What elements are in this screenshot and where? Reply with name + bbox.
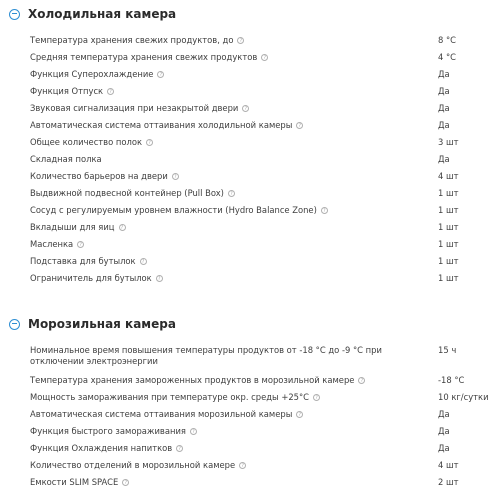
question-circle-icon[interactable] <box>146 139 153 146</box>
spec-value: Да <box>438 86 450 96</box>
question-circle-icon[interactable] <box>122 479 129 486</box>
spec-label: Температура хранения замороженных продуктов в морозильной камере <box>30 375 355 385</box>
spec-value: 2 шт <box>438 477 459 487</box>
spec-value: 4 °С <box>438 52 457 62</box>
spec-label: Мощность замораживания при температуре окр. среды +25°С <box>30 392 310 402</box>
spec-value: 4 шт <box>438 460 459 470</box>
spec-label: Средняя температура хранения свежих продуктов <box>30 52 258 62</box>
spec-label: Масленка <box>30 239 74 249</box>
freezer-section-header[interactable] <box>9 316 176 332</box>
spec-value: -18 °С <box>438 375 465 385</box>
question-circle-icon[interactable] <box>242 105 249 112</box>
spec-label: Функция быстрого замораживания <box>30 426 186 436</box>
question-circle-icon[interactable] <box>176 445 183 452</box>
spec-value: 15 ч <box>438 345 457 355</box>
spec-label: Ограничитель для бутылок <box>30 273 152 283</box>
spec-value: Да <box>438 120 450 130</box>
spec-label: Складная полка <box>30 154 102 164</box>
spec-label: Функция Охлаждения напитков <box>30 443 173 453</box>
spec-value: 3 шт <box>438 137 459 147</box>
spec-label: Автоматическая система оттаивания морозильной камеры <box>30 409 293 419</box>
spec-value: 1 шт <box>438 239 459 249</box>
spec-label: Подставка для бутылок <box>30 256 136 266</box>
spec-value: Да <box>438 426 450 436</box>
question-circle-icon[interactable] <box>119 224 126 231</box>
question-circle-icon[interactable] <box>237 37 244 44</box>
question-circle-icon[interactable] <box>261 54 268 61</box>
spec-value: 8 °С <box>438 35 457 45</box>
section-title: Морозильная камера <box>28 317 176 331</box>
question-circle-icon[interactable] <box>140 258 147 265</box>
question-circle-icon[interactable] <box>296 122 303 129</box>
spec-value: 1 шт <box>438 222 459 232</box>
spec-value: Да <box>438 154 450 164</box>
question-circle-icon[interactable] <box>239 462 246 469</box>
spec-label: Автоматическая система оттаивания холодильной камеры <box>30 120 293 130</box>
spec-value: 4 шт <box>438 171 459 181</box>
spec-value: 10 кг/сутки <box>438 392 489 402</box>
question-circle-icon[interactable] <box>107 88 114 95</box>
spec-label: Емкости SLIM SPACE <box>30 477 119 487</box>
spec-label: Выдвижной подвесной контейнер (Pull Box) <box>30 188 224 198</box>
spec-label: Общее количество полок <box>30 137 143 147</box>
spec-label: Сосуд с регулируемым уровнем влажности (Hydro Balance Zone) <box>30 205 317 215</box>
question-circle-icon[interactable] <box>296 411 303 418</box>
spec-value: 1 шт <box>438 256 459 266</box>
spec-label: Звуковая сигнализация при незакрытой двери <box>30 103 239 113</box>
question-circle-icon[interactable] <box>190 428 197 435</box>
spec-value: 1 шт <box>438 188 459 198</box>
question-circle-icon[interactable] <box>228 190 235 197</box>
fridge-section-header[interactable] <box>9 6 176 22</box>
minus-circle-icon[interactable] <box>9 9 20 20</box>
question-circle-icon[interactable] <box>157 71 164 78</box>
spec-value: Да <box>438 443 450 453</box>
spec-label: Функция Суперохлаждение <box>30 69 154 79</box>
question-circle-icon[interactable] <box>77 241 84 248</box>
minus-circle-icon[interactable] <box>9 319 20 330</box>
spec-value: Да <box>438 103 450 113</box>
spec-label: Количество барьеров на двери <box>30 171 168 181</box>
spec-label: Вкладыши для яиц <box>30 222 115 232</box>
question-circle-icon[interactable] <box>172 173 179 180</box>
spec-label: Количество отделений в морозильной камере <box>30 460 236 470</box>
section-title: Холодильная камера <box>28 7 177 21</box>
spec-value: 1 шт <box>438 273 459 283</box>
spec-value: Да <box>438 409 450 419</box>
question-circle-icon[interactable] <box>313 394 320 401</box>
spec-label: Номинальное время повышения температуры продуктов от -18 °С до -9 °С при отключении электроэнергии <box>30 345 382 366</box>
spec-value: 1 шт <box>438 205 459 215</box>
spec-label: Температура хранения свежих продуктов, до <box>30 35 234 45</box>
spec-label: Функция Отпуск <box>30 86 104 96</box>
question-circle-icon[interactable] <box>156 275 163 282</box>
question-circle-icon[interactable] <box>358 377 365 384</box>
question-circle-icon[interactable] <box>321 207 328 214</box>
spec-value: Да <box>438 69 450 79</box>
